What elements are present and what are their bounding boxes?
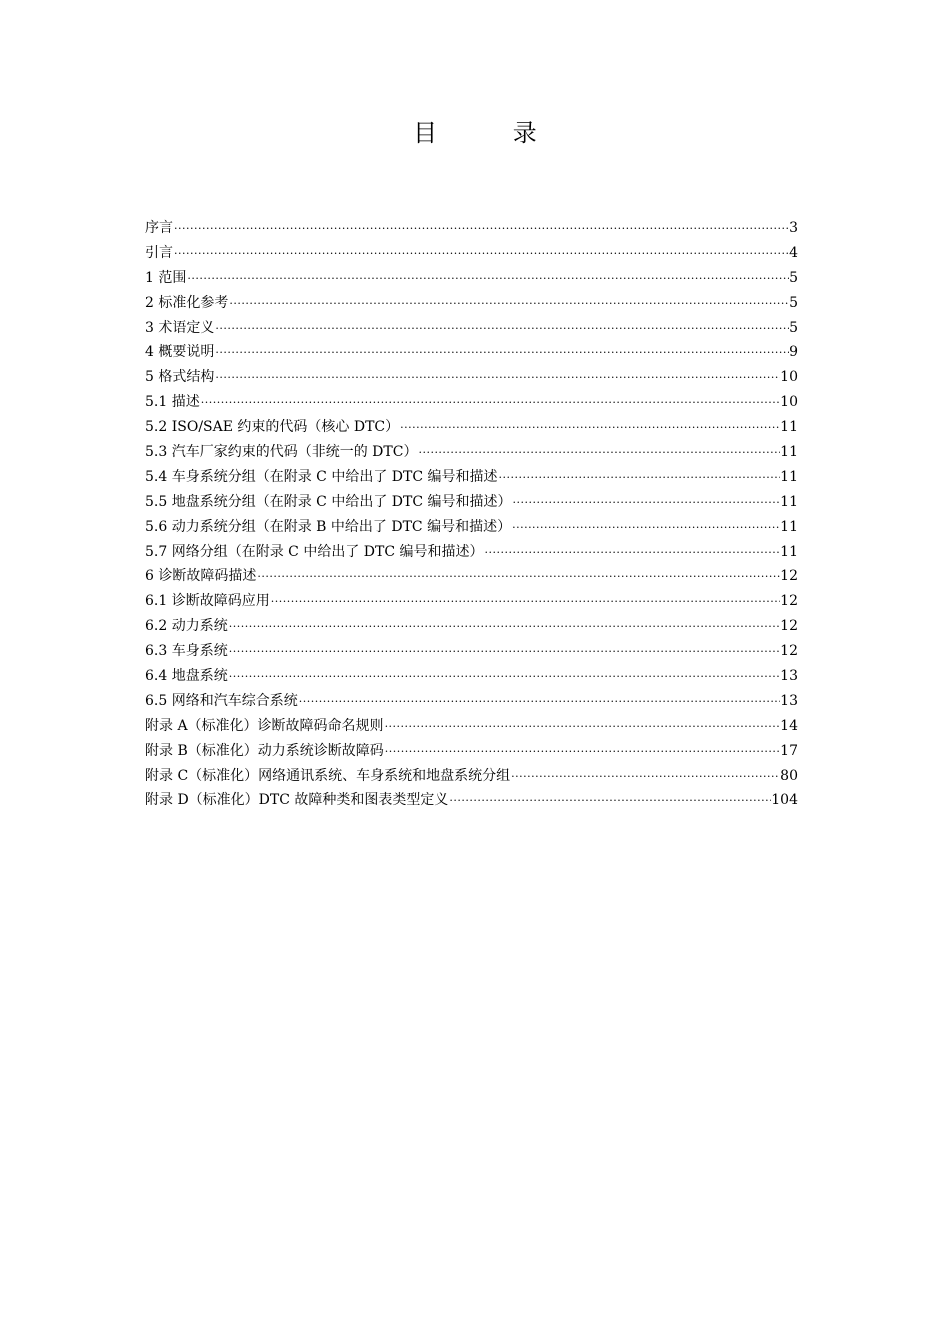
toc-entry-label: 6.4 地盘系统: [145, 668, 228, 685]
toc-entry-1[interactable]: [145, 266, 798, 291]
toc-entry-page: 10: [780, 394, 798, 411]
toc-entry-appendix-a[interactable]: [145, 714, 798, 739]
toc-dot-leader: [214, 317, 789, 342]
toc-entry-label: 6.3 车身系统: [145, 643, 228, 660]
toc-entry-page: 4: [789, 244, 798, 261]
toc-dot-leader: [228, 665, 780, 690]
toc-dot-leader: [270, 590, 780, 615]
toc-entry-page: 11: [780, 468, 798, 485]
toc-entry-label: 1 范围: [145, 269, 187, 286]
toc-dot-leader: [384, 740, 780, 765]
toc-dot-leader: [511, 516, 780, 541]
toc-entry-page: 5: [789, 294, 798, 311]
toc-dot-leader: [186, 267, 789, 292]
toc-entry-5-7[interactable]: [145, 540, 798, 565]
toc-entry-page: 80: [780, 767, 798, 784]
toc-entry-label: 4 概要说明: [145, 344, 215, 361]
toc-entry-label: 2 标准化参考: [145, 294, 229, 311]
toc-entry-page: 11: [780, 543, 798, 560]
toc-entry-appendix-b[interactable]: [145, 739, 798, 764]
toc-entry-page: 13: [780, 668, 798, 685]
toc-dot-leader: [214, 366, 780, 391]
toc-entry-5-1[interactable]: [145, 390, 798, 415]
toc-entry-label: 5.2 ISO/SAE 约束的代码（核心 DTC）: [145, 419, 400, 436]
toc-entry-page: 12: [780, 643, 798, 660]
toc-entry-label: 引言: [145, 244, 173, 261]
toc-dot-leader: [228, 640, 780, 665]
toc-entry-page: 9: [789, 344, 798, 361]
toc-entry-page: 12: [780, 568, 798, 585]
toc-entry-page: 104: [771, 792, 798, 809]
toc-dot-leader: [256, 565, 780, 590]
toc-entry-3[interactable]: [145, 316, 798, 341]
toc-entry-label: 5 格式结构: [145, 369, 215, 386]
toc-entry-page: 10: [780, 369, 798, 386]
toc-entry-6-4[interactable]: [145, 664, 798, 689]
toc-entry-label: 6.1 诊断故障码应用: [145, 593, 270, 610]
toc-entry-6-5[interactable]: [145, 689, 798, 714]
toc-dot-leader: [417, 441, 780, 466]
toc-dot-leader: [510, 765, 780, 790]
toc-entry-label: 5.1 描述: [145, 394, 200, 411]
toc-entry-5[interactable]: [145, 365, 798, 390]
toc-entry-label: 附录 A（标准化）诊断故障码命名规则: [145, 717, 384, 734]
toc-dot-leader: [448, 789, 771, 814]
toc-entry-page: 3: [789, 220, 798, 236]
toc-entry-6-2[interactable]: [145, 614, 798, 639]
toc-entry-page: 11: [780, 493, 798, 510]
toc-dot-leader: [200, 391, 780, 416]
toc-dot-leader: [173, 242, 789, 267]
toc-dot-leader: [214, 341, 789, 366]
toc-entry-label: 6.2 动力系统: [145, 618, 228, 635]
toc-entry-label: 6 诊断故障码描述: [145, 568, 257, 585]
toc-entry-introduction[interactable]: [145, 241, 798, 266]
toc-entry-label: 6.5 网络和汽车综合系统: [145, 692, 298, 709]
toc-entry-page: 17: [780, 742, 798, 759]
toc-entry-page: 12: [780, 618, 798, 635]
toc-entry-5-2[interactable]: [145, 415, 798, 440]
toc-entry-label: 5.5 地盘系统分组（在附录 C 中给出了 DTC 编号和描述）: [145, 493, 512, 510]
toc-entry-5-6[interactable]: [145, 515, 798, 540]
toc-dot-leader: [498, 466, 781, 491]
toc-dot-leader: [228, 615, 780, 640]
toc-entry-6[interactable]: [145, 564, 798, 589]
toc-entry-page: 11: [780, 419, 798, 436]
toc-entry-label: 5.3 汽车厂家约束的代码（非统一的 DTC）: [145, 444, 418, 461]
toc-entry-appendix-c[interactable]: [145, 764, 798, 789]
toc-dot-leader: [484, 541, 781, 566]
toc-entry-4[interactable]: [145, 340, 798, 365]
toc-entry-page: 11: [780, 444, 798, 461]
toc-entry-5-5[interactable]: [145, 490, 798, 515]
page-title: 目 录: [413, 119, 571, 147]
toc-entry-label: 附录 C（标准化）网络通讯系统、车身系统和地盘系统分组: [145, 767, 511, 784]
toc-entry-label: 5.6 动力系统分组（在附录 B 中给出了 DTC 编号和描述）: [145, 518, 512, 535]
toc-entry-label: 3 术语定义: [145, 319, 215, 336]
toc-entry-appendix-d[interactable]: [145, 788, 798, 813]
toc-dot-leader: [298, 690, 780, 715]
toc-entry-page: 5: [789, 269, 798, 286]
toc-entry-label: 附录 B（标准化）动力系统诊断故障码: [145, 742, 384, 759]
toc-entry-2[interactable]: [145, 291, 798, 316]
toc-dot-leader: [399, 416, 780, 441]
toc-entry-label: 5.4 车身系统分组（在附录 C 中给出了 DTC 编号和描述: [145, 468, 498, 485]
toc-entry-page: 12: [780, 593, 798, 610]
toc-dot-leader: [384, 715, 781, 740]
toc-entry-label: 附录 D（标准化）DTC 故障种类和图表类型定义: [145, 792, 449, 809]
toc-entry-page: 5: [789, 319, 798, 336]
toc-entry-6-1[interactable]: [145, 589, 798, 614]
toc-entry-preface[interactable]: [145, 216, 798, 241]
toc-entry-page: 11: [780, 518, 798, 535]
toc-entry-5-3[interactable]: [145, 440, 798, 465]
toc-entry-page: 13: [780, 692, 798, 709]
toc-dot-leader: [173, 217, 789, 242]
toc-dot-leader: [228, 292, 789, 317]
toc-dot-leader: [512, 491, 781, 516]
toc-entry-6-3[interactable]: [145, 639, 798, 664]
toc-entry-label: 序言: [145, 220, 173, 236]
toc-entry-label: 5.7 网络分组（在附录 C 中给出了 DTC 编号和描述）: [145, 543, 484, 560]
toc-entry-5-4[interactable]: [145, 465, 798, 490]
toc-entry-page: 14: [780, 717, 798, 734]
table-of-contents: [145, 216, 798, 813]
